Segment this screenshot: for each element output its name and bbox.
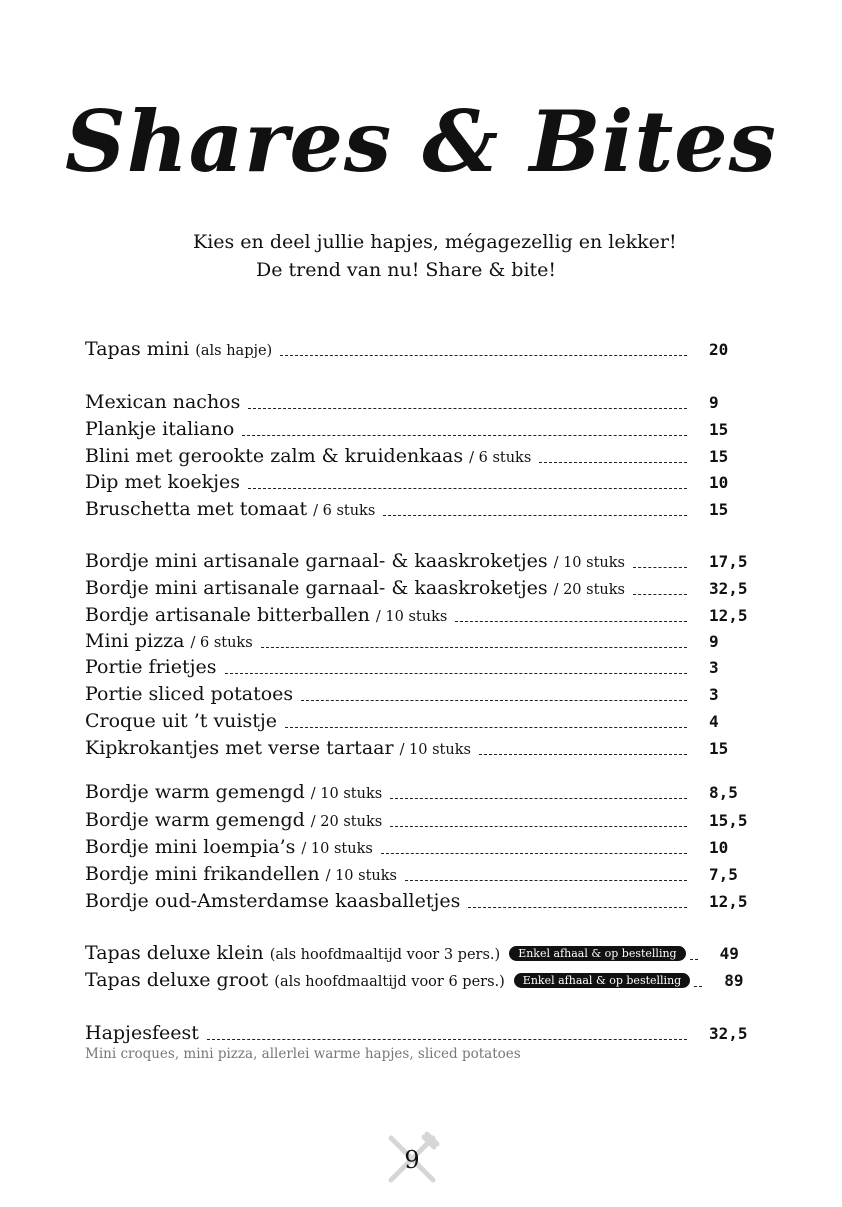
menu-item bbox=[85, 577, 757, 601]
menu-item-name: Bordje warm gemengd bbox=[85, 809, 305, 831]
menu-item-price: 20 bbox=[709, 340, 729, 359]
menu-item-note: / 6 stuks bbox=[190, 635, 253, 651]
menu-item-note: (als hoofdmaaltijd voor 3 pers.) bbox=[269, 947, 501, 963]
menu-item-note: / 6 stuks bbox=[313, 503, 376, 519]
subtitle-line-2: De trend van nu! Share & bite! bbox=[256, 259, 557, 281]
menu-item-price: 7,5 bbox=[709, 865, 738, 884]
takeaway-badge: Enkel afhaal & op bestelling bbox=[509, 946, 685, 961]
menu-item-note: / 10 stuks bbox=[325, 868, 397, 884]
dotted-leader bbox=[405, 879, 687, 881]
menu-item bbox=[85, 630, 757, 654]
menu-item bbox=[85, 683, 757, 707]
dotted-leader bbox=[690, 958, 698, 960]
menu-item bbox=[85, 498, 757, 522]
menu-item-name: Bordje mini frikandellen bbox=[85, 863, 320, 885]
menu-item-price: 15 bbox=[709, 739, 729, 758]
menu-item bbox=[85, 737, 757, 761]
dotted-leader bbox=[479, 753, 687, 755]
menu-item bbox=[85, 781, 757, 805]
menu-item-name: Bordje mini artisanale garnaal- & kaaskroketjes bbox=[85, 577, 548, 599]
menu-item-name: Bordje artisanale bitterballen bbox=[85, 604, 370, 626]
menu-item bbox=[85, 471, 757, 495]
menu-item-price: 3 bbox=[709, 658, 719, 677]
menu-item-name: Bordje mini loempia’s bbox=[85, 836, 296, 858]
menu-item bbox=[85, 445, 757, 469]
menu-item-price: 89 bbox=[724, 971, 744, 990]
menu-item-price: 12,5 bbox=[709, 892, 748, 911]
menu-item-note: (als hapje) bbox=[195, 343, 273, 359]
dotted-leader bbox=[225, 672, 688, 674]
dotted-leader bbox=[539, 461, 687, 463]
dotted-leader bbox=[207, 1038, 687, 1040]
menu-item bbox=[85, 338, 757, 362]
menu-item-price: 9 bbox=[709, 632, 719, 651]
menu-item bbox=[85, 604, 757, 628]
menu-item-name: Croque uit ’t vuistje bbox=[85, 710, 278, 732]
dotted-leader bbox=[285, 726, 687, 728]
dotted-leader bbox=[383, 514, 687, 516]
menu-item-name: Tapas deluxe groot bbox=[85, 969, 269, 991]
menu-item-price: 17,5 bbox=[709, 552, 748, 571]
menu-item bbox=[85, 710, 757, 734]
menu-item-note: / 6 stuks bbox=[469, 450, 532, 466]
menu-item-price: 15 bbox=[709, 500, 729, 519]
menu-item-name: Tapas mini bbox=[85, 338, 190, 360]
menu-item bbox=[85, 809, 757, 833]
menu-item-price: 32,5 bbox=[709, 1024, 748, 1043]
menu-item-name: Portie frietjes bbox=[85, 656, 217, 678]
menu-item bbox=[85, 391, 757, 415]
dotted-leader bbox=[242, 434, 687, 436]
menu-item-name: Plankje italiano bbox=[85, 418, 235, 440]
menu-item bbox=[85, 418, 757, 442]
menu-item bbox=[85, 1022, 757, 1046]
menu-item bbox=[85, 863, 757, 887]
menu-item bbox=[85, 969, 757, 993]
dotted-leader bbox=[248, 407, 687, 409]
dotted-leader bbox=[468, 906, 687, 908]
menu-item-price: 32,5 bbox=[709, 579, 748, 598]
menu-item bbox=[85, 550, 757, 574]
dotted-leader bbox=[301, 699, 687, 701]
menu-item-description: Mini croques, mini pizza, allerlei warme hapjes, sliced potatoes bbox=[85, 1046, 521, 1062]
menu-item bbox=[85, 942, 757, 966]
menu-item-name: Hapjesfeest bbox=[85, 1022, 199, 1044]
menu-item-name: Bordje oud-Amsterdamse kaasballetjes bbox=[85, 890, 461, 912]
menu-item-name: Bordje warm gemengd bbox=[85, 781, 305, 803]
menu-item-note: / 10 stuks bbox=[553, 555, 625, 571]
menu-item-note: / 10 stuks bbox=[301, 841, 373, 857]
menu-item-name: Bordje mini artisanale garnaal- & kaaskroketjes bbox=[85, 550, 548, 572]
menu-item-name: Dip met koekjes bbox=[85, 471, 241, 493]
menu-item-price: 10 bbox=[709, 838, 729, 857]
menu-item-name: Mini pizza bbox=[85, 630, 185, 652]
menu-item bbox=[85, 656, 757, 680]
dotted-leader bbox=[455, 620, 687, 622]
menu-item-price: 8,5 bbox=[709, 783, 738, 802]
dotted-leader bbox=[633, 593, 687, 595]
dotted-leader bbox=[261, 646, 687, 648]
menu-item-note: / 10 stuks bbox=[310, 786, 383, 802]
menu-item-price: 15,5 bbox=[709, 811, 748, 830]
menu-item bbox=[85, 890, 757, 914]
dotted-leader bbox=[381, 852, 687, 854]
menu-item-note: / 20 stuks bbox=[310, 814, 383, 830]
menu-item-price: 15 bbox=[709, 447, 729, 466]
menu-item-name: Blini met gerookte zalm & kruidenkaas bbox=[85, 445, 464, 467]
menu-item-price: 10 bbox=[709, 473, 729, 492]
menu-item-name: Tapas deluxe klein bbox=[85, 942, 264, 964]
menu-item-note: / 20 stuks bbox=[553, 582, 625, 598]
menu-item-name: Kipkrokantjes met verse tartaar bbox=[85, 737, 394, 759]
menu-item-price: 9 bbox=[709, 393, 719, 412]
menu-item-name: Mexican nachos bbox=[85, 391, 241, 413]
menu-item-name: Portie sliced potatoes bbox=[85, 683, 294, 705]
menu-item-price: 15 bbox=[709, 420, 729, 439]
menu-item-price: 4 bbox=[709, 712, 719, 731]
page-number: 9 bbox=[404, 1146, 420, 1174]
dotted-leader bbox=[390, 797, 687, 799]
subtitle-line-1: Kies en deel jullie hapjes, mégagezellig en lekker! bbox=[193, 231, 677, 253]
menu-item-note: / 10 stuks bbox=[375, 609, 448, 625]
takeaway-badge: Enkel afhaal & op bestelling bbox=[514, 973, 690, 988]
dotted-leader bbox=[694, 985, 702, 987]
dotted-leader bbox=[390, 825, 687, 827]
dotted-leader bbox=[633, 566, 687, 568]
menu-item bbox=[85, 836, 757, 860]
dotted-leader bbox=[280, 354, 687, 356]
page-title: Shares & Bites bbox=[65, 92, 777, 191]
menu-item-price: 12,5 bbox=[709, 606, 748, 625]
dotted-leader bbox=[248, 487, 687, 489]
menu-item-price: 3 bbox=[709, 685, 719, 704]
menu-item-note: (als hoofdmaaltijd voor 6 pers.) bbox=[274, 974, 505, 990]
menu-item-note: / 10 stuks bbox=[399, 742, 471, 758]
menu-item-name: Bruschetta met tomaat bbox=[85, 498, 308, 520]
menu-item-price: 49 bbox=[719, 944, 739, 963]
